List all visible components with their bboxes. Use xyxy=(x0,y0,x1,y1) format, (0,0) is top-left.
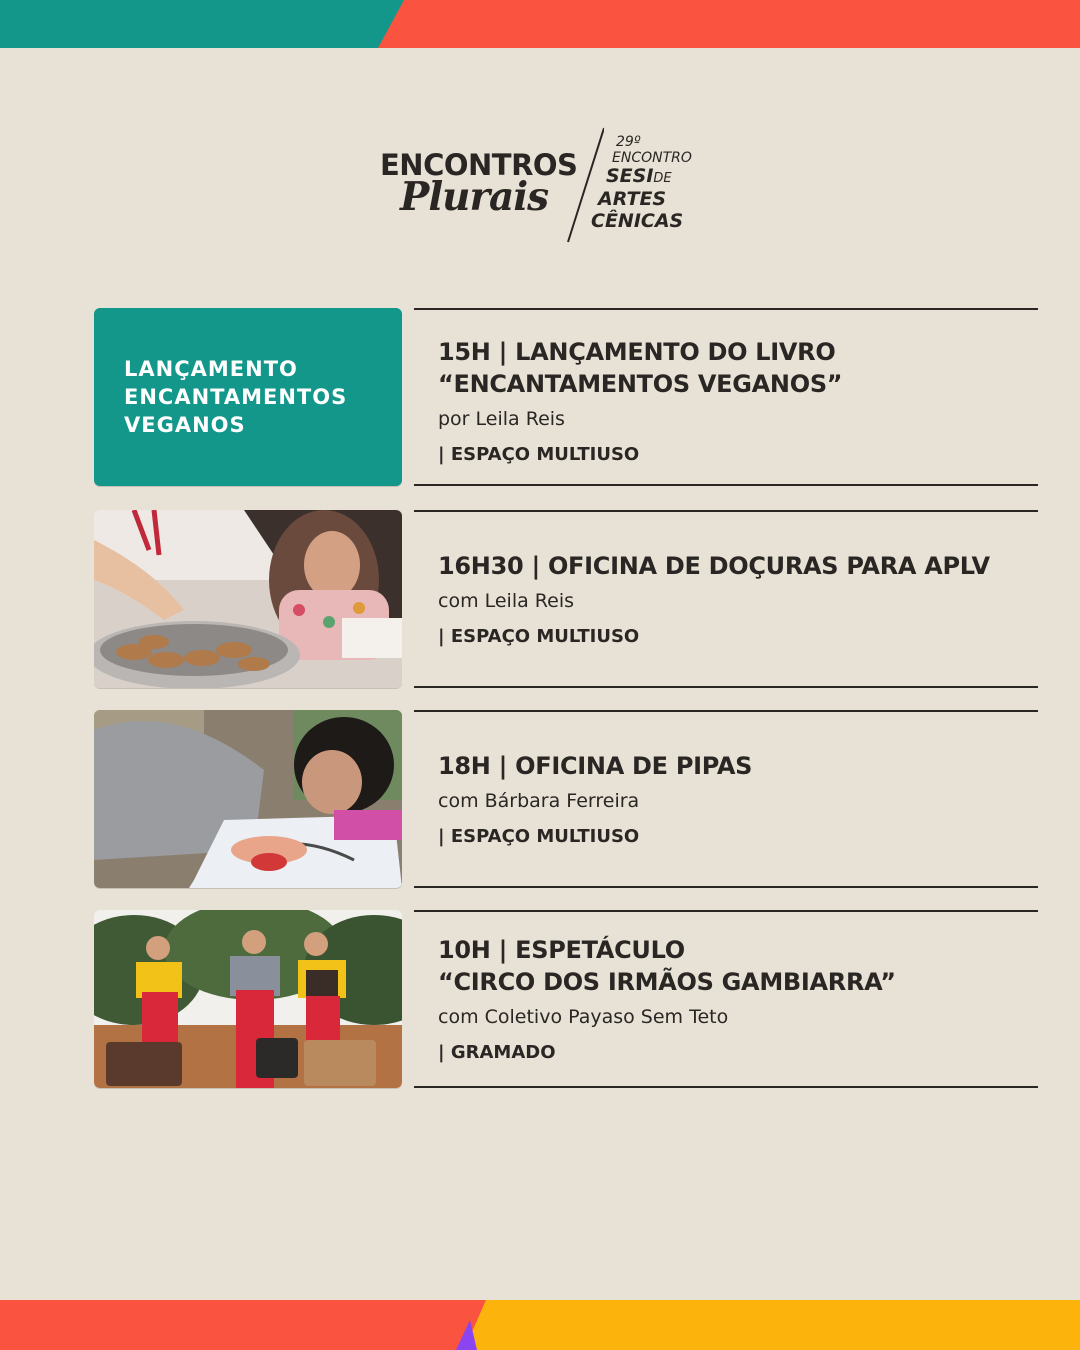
logo-sesi: SESIDE xyxy=(606,165,672,187)
event-venue: | ESPAÇO MULTIUSO xyxy=(438,444,640,465)
logo-encontro: ENCONTRO xyxy=(612,150,692,166)
logo-plurais: Plurais xyxy=(400,174,549,220)
logo-edition: 29º xyxy=(616,134,641,150)
logo-cenicas: CÊNICAS xyxy=(591,210,684,232)
cooking-workshop-photo xyxy=(94,510,402,688)
event-info xyxy=(414,910,1038,1088)
circus-clowns-photo xyxy=(94,910,402,1088)
event-venue: | ESPAÇO MULTIUSO xyxy=(438,626,640,647)
event-info xyxy=(414,710,1038,888)
top-color-band xyxy=(0,0,1080,48)
event-venue: | GRAMADO xyxy=(438,1042,556,1063)
logo-artes: ARTES xyxy=(598,188,667,210)
event-venue: | ESPAÇO MULTIUSO xyxy=(438,826,640,847)
bottom-color-band xyxy=(0,1300,1080,1350)
event-title: 16H30 | OFICINA DE DOÇURAS PARA APLV xyxy=(438,552,990,580)
event-card-book-launch xyxy=(94,308,402,486)
kite-workshop-photo xyxy=(94,710,402,888)
logo-encontros: ENCONTROS xyxy=(380,148,578,182)
event-title: 15H | LANÇAMENTO DO LIVRO “ENCANTAMENTOS VEGANOS” xyxy=(438,338,843,398)
event-host: com Leila Reis xyxy=(438,590,575,612)
event-host: com Coletivo Payaso Sem Teto xyxy=(438,1006,729,1028)
event-logo xyxy=(378,122,708,242)
event-title: 10H | ESPETÁCULO “CIRCO DOS IRMÃOS GAMBIARRA” xyxy=(438,936,896,996)
event-info xyxy=(414,510,1038,688)
event-info xyxy=(414,308,1038,486)
event-host: por Leila Reis xyxy=(438,408,565,430)
event-host: com Bárbara Ferreira xyxy=(438,790,640,812)
card-label: LANÇAMENTO ENCANTAMENTOS VEGANOS xyxy=(124,357,348,437)
event-title: 18H | OFICINA DE PIPAS xyxy=(438,752,753,780)
